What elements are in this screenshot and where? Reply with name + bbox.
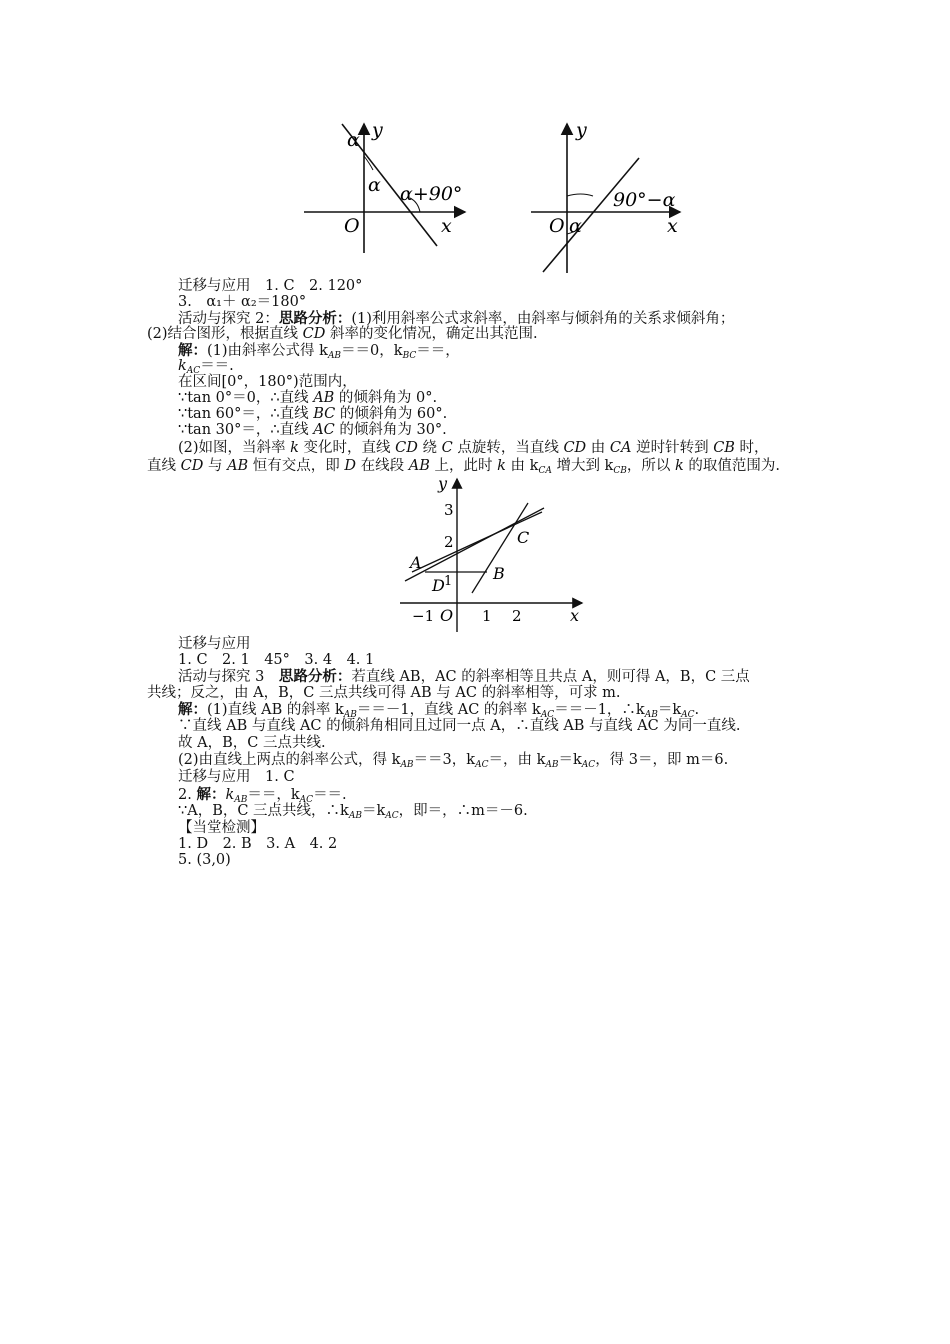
subscript: AB xyxy=(234,795,248,805)
text-seg: 2. xyxy=(178,787,197,803)
practice-heading-2: 迁移与应用 1. C xyxy=(178,769,295,785)
label-x: x xyxy=(570,606,580,625)
tick-y-1: 1 xyxy=(444,574,453,589)
text-seg: ＝＝3，k xyxy=(413,752,476,768)
subscript: CB xyxy=(613,466,627,476)
label-alpha: α xyxy=(569,215,582,237)
label-x: x xyxy=(667,215,678,237)
text-seg: AB xyxy=(408,458,430,474)
text-seg: . xyxy=(694,702,700,718)
label-origin: O xyxy=(549,215,565,237)
text-seg: ＝＝－1，∴k xyxy=(554,702,645,718)
text-seg: ＝＝， xyxy=(416,343,460,359)
analysis-line-2: 共线；反之，由 A，B，C 三点共线可得 AB 与 AC 的斜率相等，可求 m. xyxy=(147,685,621,701)
activity-label: 活动与探究 3 xyxy=(178,669,279,685)
text-seg: 点旋转，当直线 xyxy=(452,440,564,456)
label-y: y xyxy=(576,119,587,141)
label-origin: O xyxy=(440,606,454,625)
text-seg: 的取值范围为. xyxy=(683,458,780,474)
label-B: B xyxy=(493,564,505,583)
analysis-label: 思路分析： xyxy=(278,310,352,327)
practice-heading: 迁移与应用 xyxy=(178,636,251,652)
label-D: D xyxy=(432,576,445,595)
text-seg: ＝＝－1，直线 AC 的斜率 k xyxy=(356,702,541,718)
text-seg: ∵tan 0°＝0，∴直线 xyxy=(178,390,314,406)
tick-x-1: 1 xyxy=(482,607,492,625)
text-seg: 在线段 xyxy=(356,458,409,474)
text-seg: CD xyxy=(563,440,587,456)
activity-3-heading xyxy=(178,668,750,686)
label-x: x xyxy=(441,215,452,237)
text-seg: CA xyxy=(609,440,632,456)
label-y: y xyxy=(438,475,448,493)
answer-line-1: 迁移与应用 1. C 2. 120° xyxy=(178,278,363,294)
text-seg: 直线 xyxy=(147,458,181,474)
subscript: BC xyxy=(402,351,417,361)
tick-y-2: 2 xyxy=(444,533,454,551)
subscript: AB xyxy=(400,760,414,770)
subscript: AB xyxy=(545,760,559,770)
solution-label: 解： xyxy=(178,342,207,359)
class-check-answer-5: 5. (3,0) xyxy=(178,852,231,868)
subscript: AB xyxy=(343,710,357,720)
practice-answers: 1. C 2. 1 45° 3. 4 4. 1 xyxy=(178,652,375,668)
text-seg: 逆时针转到 xyxy=(631,440,714,456)
text-seg: ∵A，B，C 三点共线，∴k xyxy=(178,803,349,819)
text-seg: (2)如图，当斜率 xyxy=(178,440,291,456)
label-origin: O xyxy=(344,215,360,237)
text-seg: ，即＝，∴m＝－6. xyxy=(398,803,528,819)
text-seg: ，所以 xyxy=(626,458,675,474)
text-seg: 变化时，直线 xyxy=(298,440,396,456)
solution-line-6 xyxy=(178,422,447,439)
text-seg: 的倾斜角为 0°. xyxy=(334,390,438,406)
text-seg: D xyxy=(344,458,357,474)
text-seg: (1)直线 AB 的斜率 k xyxy=(207,702,344,718)
text-seg: 恒有交点，即 xyxy=(248,458,345,474)
text-seg: 与 xyxy=(203,458,228,474)
text-seg: 增大到 k xyxy=(551,458,614,474)
text-seg: k xyxy=(178,358,187,374)
text-seg: 时， xyxy=(734,440,769,456)
class-check-answers: 1. D 2. B 3. A 4. 2 xyxy=(178,836,338,852)
text-seg: ∵tan 30°＝，∴直线 xyxy=(178,422,314,438)
angle-arc-90-alpha xyxy=(567,194,593,196)
text-seg: (1)由斜率公式得 k xyxy=(207,343,328,359)
text-seg: 绕 xyxy=(417,440,442,456)
text-seg: ∵tan 60°＝，∴直线 xyxy=(178,406,314,422)
analysis-label: 思路分析： xyxy=(278,668,352,685)
figure-obtuse-angle xyxy=(300,118,475,258)
text-seg: 的倾斜角为 30°. xyxy=(334,422,447,438)
label-alpha-mid: α xyxy=(368,174,381,196)
text-seg: AB xyxy=(313,390,335,406)
text-seg: ＝，由 k xyxy=(488,752,546,768)
text-seg: k xyxy=(674,458,684,474)
text-seg: 由 k xyxy=(505,458,539,474)
text-seg: ＝k xyxy=(657,702,682,718)
analysis-line-2 xyxy=(147,326,538,343)
text-seg: CD xyxy=(180,458,204,474)
figure-acute-angle xyxy=(525,118,700,278)
text-seg: AC xyxy=(313,422,335,438)
subscript: AC xyxy=(186,366,201,376)
tick-y-3: 3 xyxy=(444,501,454,519)
subscript: AC xyxy=(681,710,695,720)
solution-line-3: 在区间[0°，180°)范围内， xyxy=(178,374,357,390)
text-seg: ＝＝. xyxy=(200,358,234,374)
activity-label: 活动与探究 2： xyxy=(178,311,279,327)
text-seg: (2)由直线上两点的斜率公式，得 k xyxy=(178,752,401,768)
subscript: AB xyxy=(644,710,658,720)
text-seg: CB xyxy=(713,440,735,456)
text-seg: CD xyxy=(395,440,418,456)
subscript: AC xyxy=(299,795,314,805)
subscript: AC xyxy=(581,760,596,770)
analysis-text: 若直线 AB，AC 的斜率相等且共点 A，则可得 A，B，C 三点 xyxy=(351,669,750,685)
solution-3-line-3: 故 A，B，C 三点共线. xyxy=(178,735,326,751)
text-seg: 上，此时 xyxy=(429,458,498,474)
text-seg: 斜率的变化情况，确定出其范围. xyxy=(325,326,538,342)
solution-line-5 xyxy=(178,406,447,423)
subscript: AB xyxy=(348,811,362,821)
text-seg: ＝k xyxy=(558,752,582,768)
tick-x-2: 2 xyxy=(512,607,522,625)
subscript: AC xyxy=(385,811,399,821)
text-seg: C xyxy=(441,440,453,456)
solution-label: 解： xyxy=(178,701,207,718)
text-seg: 由 xyxy=(586,440,610,456)
solution-line-7 xyxy=(178,440,769,457)
label-C: C xyxy=(517,528,530,547)
text-seg: ＝k xyxy=(361,803,386,819)
text-seg: 的倾斜角为 60°. xyxy=(335,406,448,422)
text-seg: k xyxy=(225,787,235,803)
label-A: A xyxy=(410,553,422,572)
text-seg: (2)结合图形，根据直线 xyxy=(147,326,303,342)
text-seg: ＝＝0，k xyxy=(341,343,403,359)
text-seg: CD xyxy=(302,326,326,342)
label-90-minus-alpha: 90°−α xyxy=(613,189,676,211)
label-y: y xyxy=(372,119,383,141)
text-seg: ，得 3＝，即 m＝6. xyxy=(595,752,729,768)
class-check-heading: 【当堂检测】 xyxy=(178,820,265,836)
subscript: AC xyxy=(540,710,555,720)
tick-x-neg1: −1 xyxy=(412,607,435,625)
label-alpha-top: α xyxy=(347,129,360,151)
subscript: CA xyxy=(538,466,552,476)
subscript: AC xyxy=(475,760,489,770)
label-alpha-plus-90: α+90° xyxy=(400,183,463,205)
figure-slope-range xyxy=(396,475,591,635)
solution-3-line-2: ∵直线 AB 与直线 AC 的倾斜角相同且过同一点 A，∴直线 AB 与直线 AC 为同一直线. xyxy=(178,718,741,734)
text-seg: ＝＝. xyxy=(313,787,347,803)
solution-label: 解： xyxy=(196,786,226,803)
subscript: AB xyxy=(327,351,342,361)
analysis-text: (1)利用斜率公式求斜率，由斜率与倾斜角的关系求倾斜角； xyxy=(351,311,735,327)
text-seg: ＝＝，k xyxy=(247,787,300,803)
solution-line-4 xyxy=(178,390,437,407)
answer-line-2: 3. α₁＋ α₂＝180° xyxy=(178,294,307,310)
text-seg: k xyxy=(290,440,299,456)
text-seg: k xyxy=(497,458,506,474)
text-seg: BC xyxy=(313,406,336,422)
text-seg: AB xyxy=(227,458,249,474)
